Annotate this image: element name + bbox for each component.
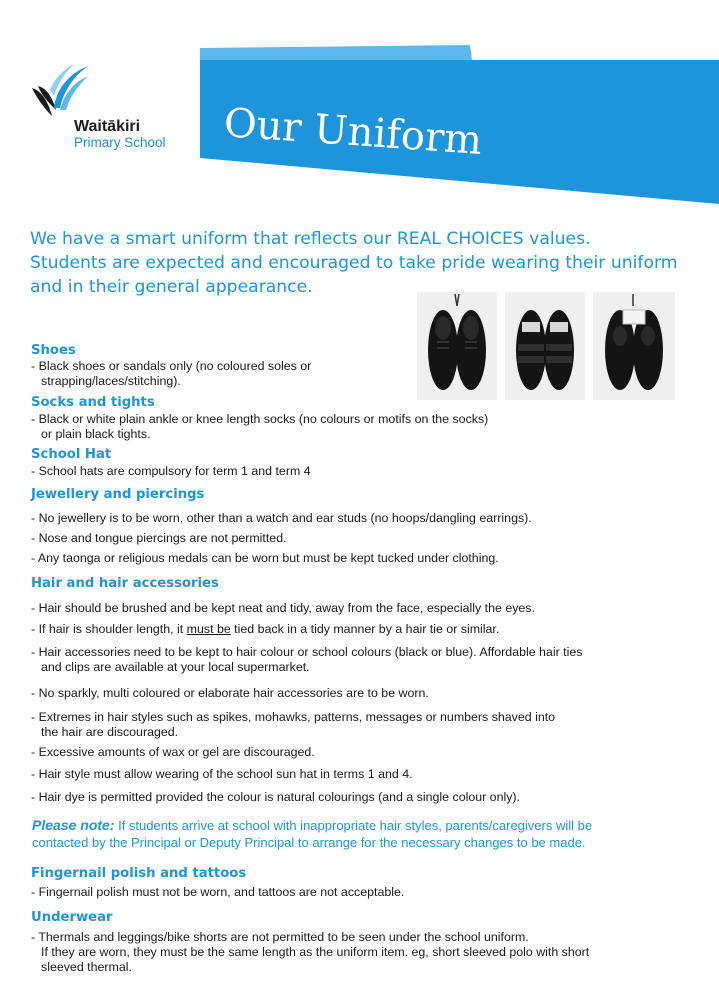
intro-line: and in their general appearance. (30, 277, 313, 297)
school-logo-icon (30, 60, 90, 120)
text-line: If they are worn, they must be the same length as the uniform item. eg, short sleeved polo with short (41, 945, 590, 959)
socks-text (31, 412, 488, 442)
text-line: - Black or white plain ankle or knee length socks (no colours or motifs on the socks) (31, 412, 489, 426)
intro-line: We have a smart uniform that reflects our REAL CHOICES values. (30, 229, 591, 249)
school-subtitle: Primary School (74, 135, 166, 150)
hat-text: - School hats are compulsory for term 1 and term 4 (31, 464, 311, 478)
page-title: Our Uniform (222, 100, 484, 164)
note-text: contacted by the Principal or Deputy Principal to arrange for the necessary changes to be made. (32, 835, 586, 850)
text-line: - Hair accessories need to be kept to hair colour or school colours (black or blue). Affordable hair ties (31, 645, 583, 659)
text-line: - Extremes in hair styles such as spikes, mohawks, patterns, messages or numbers shaved into (31, 710, 556, 724)
text-line: the hair are discouraged. (41, 725, 179, 739)
list-item (31, 710, 555, 740)
intro-line: Students are expected and encouraged to take pride wearing their uniform (30, 253, 678, 273)
heading-underwear: Underwear (31, 910, 113, 925)
text-line: or plain black tights. (41, 427, 151, 441)
text-line: strapping/laces/stitching). (41, 374, 181, 388)
list-item: - No sparkly, multi coloured or elaborate hair accessories are to be worn. (31, 686, 429, 700)
underwear-text (31, 930, 589, 975)
list-item: - Hair dye is permitted provided the colour is natural colourings (and a single colour only). (31, 790, 520, 804)
heading-hat: School Hat (31, 447, 112, 462)
list-item: - No jewellery is to be worn, other than a watch and ear studs (no hoops/dangling earrings). (31, 511, 532, 525)
list-item: - Hair style must allow wearing of the school sun hat in terms 1 and 4. (31, 767, 413, 781)
heading-jewellery: Jewellery and piercings (31, 487, 205, 502)
text-line: - Thermals and leggings/bike shorts are not permitted to be seen under the school uniform. (31, 930, 529, 944)
list-item: - Nose and tongue piercings are not permitted. (31, 531, 287, 545)
text-line: sleeved thermal. (41, 960, 132, 974)
note-text: If students arrive at school with inappropriate hair styles, parents/caregivers will be (114, 818, 593, 833)
school-logo (30, 60, 200, 160)
shoe-photo-1 (417, 292, 497, 400)
list-item (31, 622, 499, 637)
text-line: and clips are available at your local supermarket. (41, 660, 310, 674)
list-item: - Hair should be brushed and be kept neat and tidy, away from the face, especially the eyes. (31, 601, 535, 615)
nails-text: - Fingernail polish must not be worn, and tattoos are not acceptable. (31, 885, 405, 899)
list-item: - Any taonga or religious medals can be worn but must be kept tucked under clothing. (31, 551, 499, 565)
please-note (32, 817, 712, 851)
list-item: - Excessive amounts of wax or gel are discouraged. (31, 745, 315, 759)
heading-nails: Fingernail polish and tattoos (31, 866, 247, 881)
heading-hair: Hair and hair accessories (31, 576, 219, 591)
shoe-photo-3 (593, 292, 675, 400)
list-item (31, 645, 582, 675)
text-line: - Black shoes or sandals only (no coloured soles or (31, 359, 312, 373)
intro-text (30, 227, 710, 299)
emphasis: must be (186, 622, 231, 636)
shoe-photo-2 (505, 292, 585, 400)
shoes-text (31, 359, 311, 389)
text-fragment: - If hair is shoulder length, it (31, 622, 187, 636)
heading-socks: Socks and tights (31, 395, 155, 410)
school-name: Waitākiri (74, 118, 141, 135)
heading-shoes: Shoes (31, 343, 76, 358)
note-label: Please note: (32, 817, 115, 833)
text-fragment: tied back in a tidy manner by a hair tie or similar. (230, 622, 500, 636)
